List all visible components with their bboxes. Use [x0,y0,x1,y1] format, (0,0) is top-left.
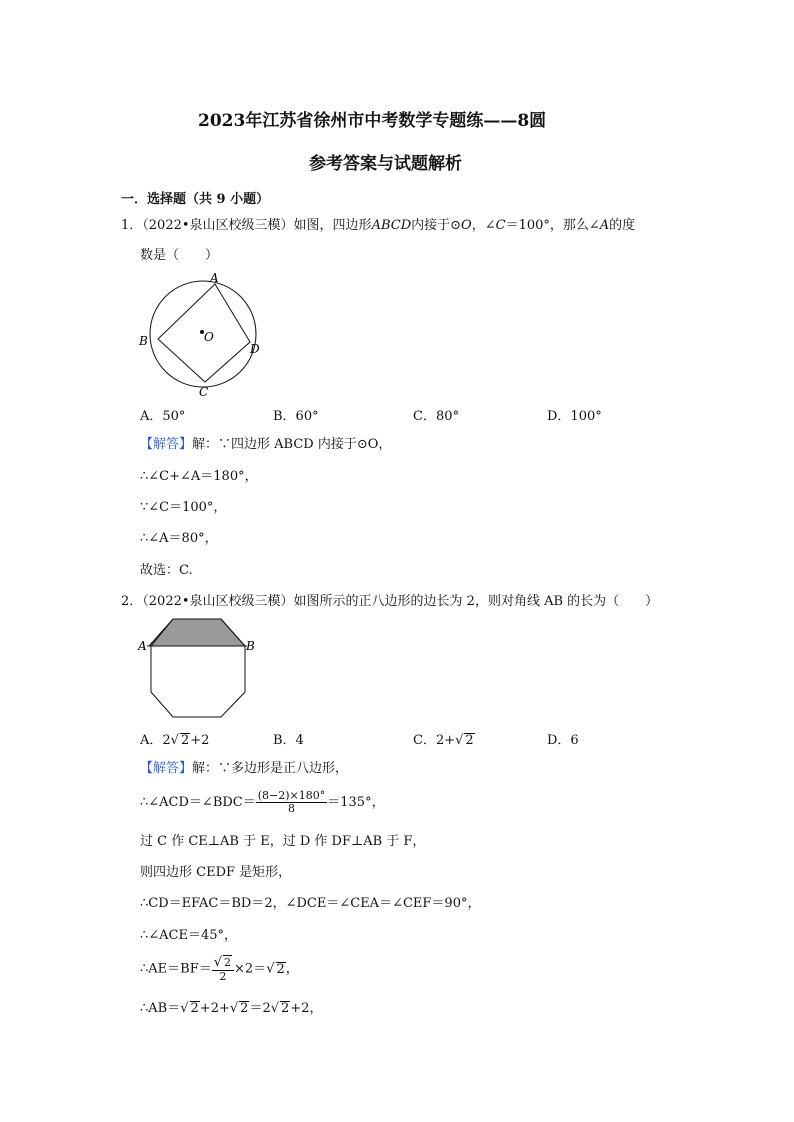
question-source: （2022•泉山区校级三模） [142,218,294,233]
page-title: 2023年江苏省徐州市中考数学专题练——8圆 [198,111,547,131]
solution-tag: 【解答】 [140,437,193,452]
solution-2-line-4: 则四边形 CEDF 是矩形， [140,865,292,880]
solution-2-line-1: 【解答】解：∵多边形是正八边形， [140,761,349,776]
solution-tag: 【解答】 [140,761,193,776]
solution-2-line-8: ∴AB＝√ 2+2+√ 2＝2√ 2+2， [140,1001,323,1016]
option-a[interactable]: A．2√ 2+2 [140,733,210,748]
label-O: O [204,330,214,344]
fraction: $\frac{(8-2)\times 180^\circ}{8}$ [257,789,326,815]
question-number: 2． [121,594,143,609]
question-number: 1． [121,218,143,233]
option-b[interactable]: B．60° [273,409,319,424]
fraction: $\frac{√ 2}{2}$ [212,955,234,983]
solution-2-line-5: ∴CD＝EFAC＝BD＝2，∠DCE＝∠CEA＝∠CEF＝90°， [140,896,481,911]
circle-quadrilateral-figure [135,268,265,400]
option-d[interactable]: D．6 [547,733,579,748]
question-1-stem: 1．（2022•泉山区校级三模）如图，四边形ABCD内接于⊙O，∠C＝100°，那么∠A的度 [121,218,636,233]
label-B: B [246,639,255,653]
question-source: （2022•泉山区校级三模） [142,594,294,609]
solution-1-line-4: ∴∠A＝80°， [140,531,218,546]
option-c[interactable]: C．2+√ 2 [413,733,474,748]
label-B: B [139,334,148,348]
option-a[interactable]: A．50° [140,409,186,424]
octagon-figure [135,614,265,720]
section-heading: 一．选择题（共 9 小题） [121,192,270,207]
question-2-stem: 2．（2022•泉山区校级三模）如图所示的正八边形的边长为 2，则对角线 AB 的长为（ ） [121,594,659,609]
option-b[interactable]: B．4 [273,733,304,748]
circumcircle [150,281,256,387]
option-c[interactable]: C．80° [413,409,459,424]
label-C: C [199,385,209,399]
shaded-region [149,619,245,646]
question-1-stem-line2: 数是（ ） [140,248,219,263]
solution-1-line-2: ∴∠C+∠A＝180°， [140,469,258,484]
label-A: A [210,271,219,285]
solution-2-line-6: ∴∠ACE＝45°， [140,928,238,943]
solution-1-line-5: 故选：C. [140,563,193,578]
label-A: A [138,639,147,653]
option-d[interactable]: D．100° [547,409,602,424]
solution-1-line-3: ∵∠C＝100°， [140,500,227,515]
solution-2-line-7: ∴AE＝BF＝ $\frac{√ 2}{2}$ ×2＝√ 2， [140,955,299,983]
solution-2-line-2: ∴∠ACD＝∠BDC＝ $\frac{(8-2)\times 180^\circ}{8}$ ＝135°， [140,789,385,815]
solution-1-line-1: 【解答】解：∵四边形 ABCD 内接于⊙O， [140,437,392,452]
page-subtitle: 参考答案与试题解析 [309,154,462,174]
label-D: D [250,342,260,356]
solution-2-line-3: 过 C 作 CE⊥AB 于 E，过 D 作 DF⊥AB 于 F， [140,834,426,849]
